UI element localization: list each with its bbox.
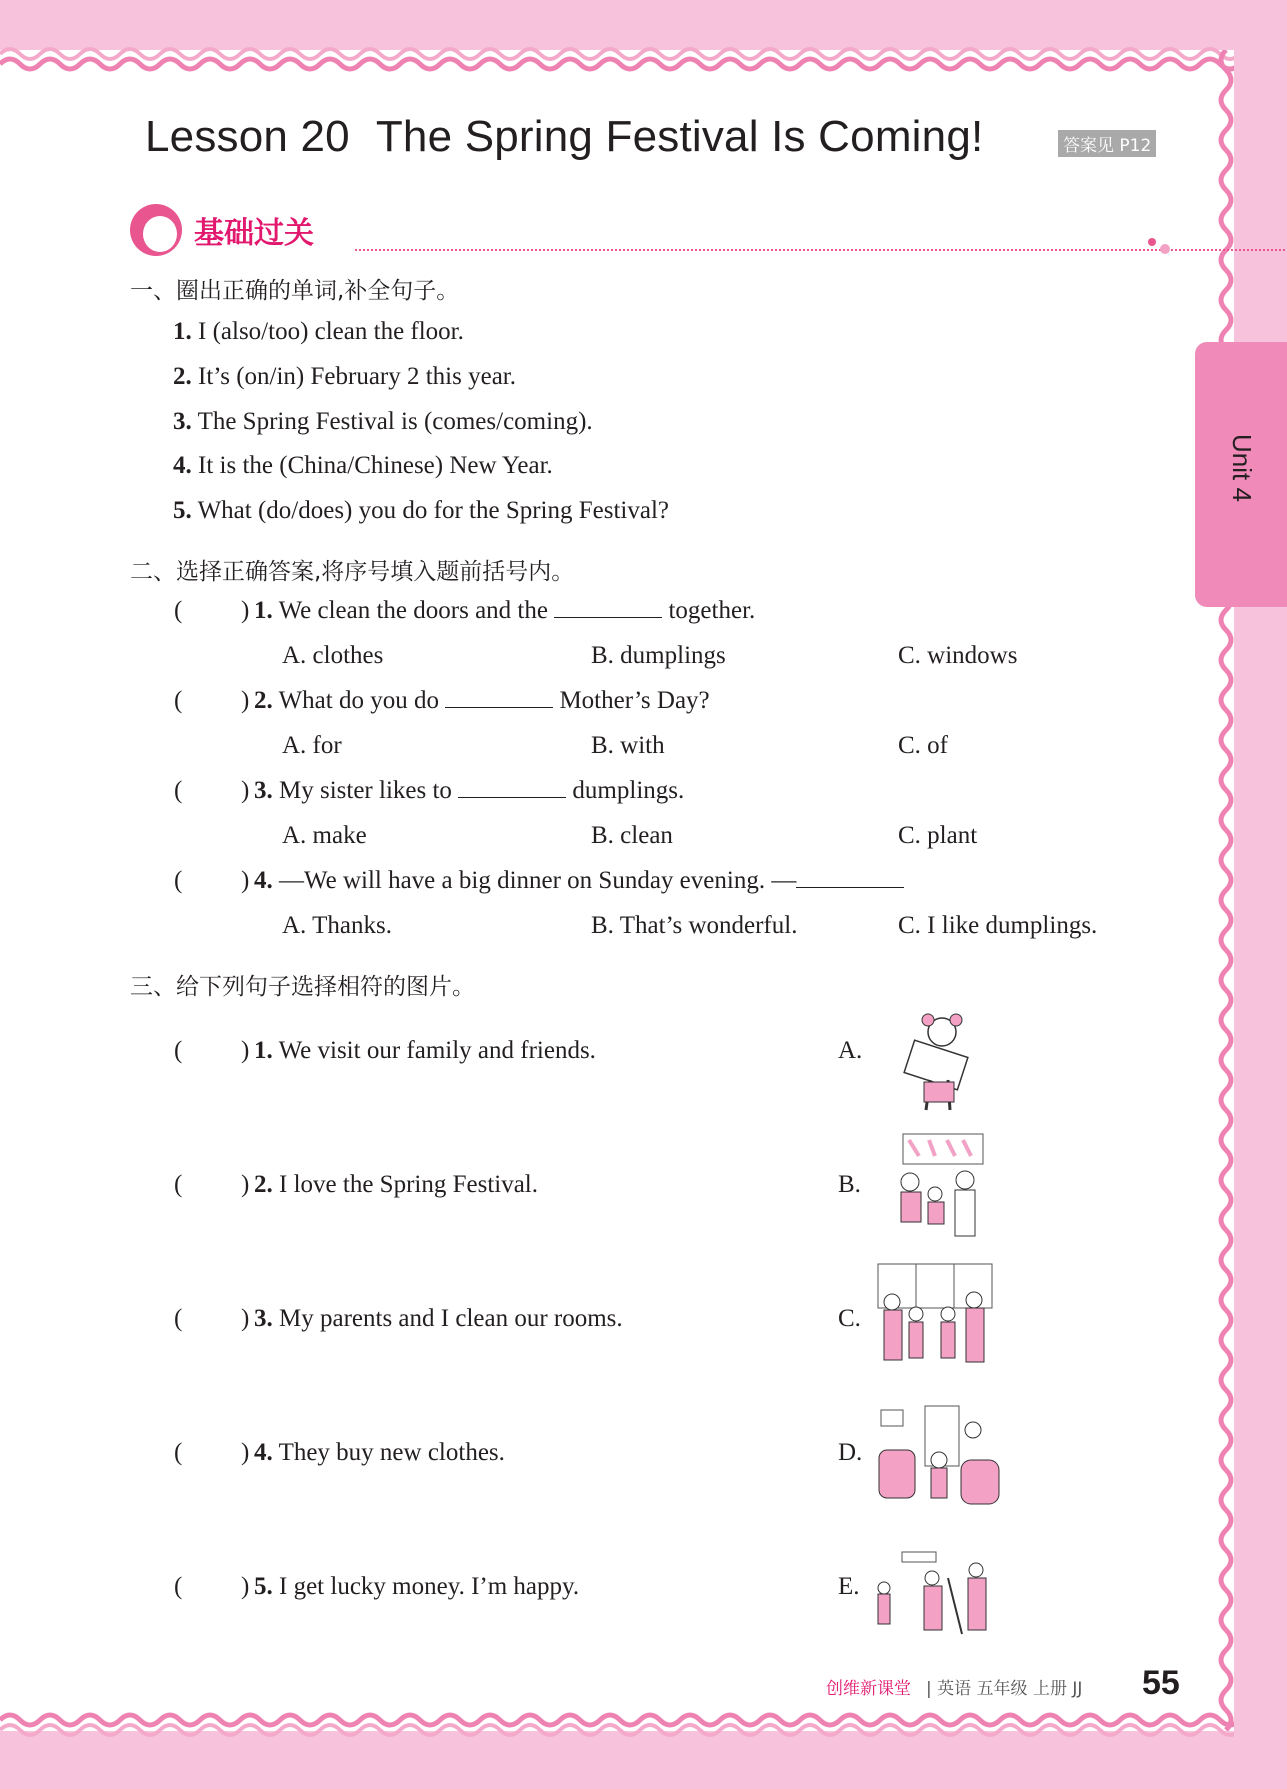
part1-heading: 一、圈出正确的单词,补全句子。	[130, 278, 460, 304]
option-a: A. Thanks.	[282, 912, 392, 939]
wavy-border-bottom	[0, 1700, 1234, 1740]
picture-letter: C.	[838, 1305, 861, 1332]
answer-bracket-close: )	[241, 687, 250, 714]
part2-question: 1. We clean the doors and the together.	[254, 597, 756, 624]
answer-bracket-close: )	[241, 1171, 250, 1198]
divider-dot	[1160, 244, 1170, 254]
part3-item: 1. We visit our family and friends.	[254, 1037, 596, 1064]
mascot-icon	[130, 204, 182, 256]
answer-bracket-close: )	[241, 1573, 250, 1600]
answer-blank[interactable]	[458, 777, 566, 798]
answer-bracket-open: (	[174, 1171, 183, 1198]
option-c: C. windows	[898, 642, 1018, 669]
part2-question: 3. My sister likes to dumplings.	[254, 777, 685, 804]
option-c: C. of	[898, 732, 948, 759]
option-b: B. with	[591, 732, 665, 759]
lesson-title: The Spring Festival Is Coming!	[375, 112, 984, 161]
part3-item: 3. My parents and I clean our rooms.	[254, 1305, 623, 1332]
option-c: C. plant	[898, 822, 978, 849]
option-a: A. clothes	[282, 642, 384, 669]
picture-letter: E.	[838, 1573, 860, 1600]
answer-bracket-open: (	[174, 1573, 183, 1600]
part1-item: 1. I (also/too) clean the floor.	[173, 318, 464, 345]
answer-bracket-close: )	[241, 1037, 250, 1064]
unit-side-tab	[1195, 342, 1287, 607]
page-number: 55	[1142, 1664, 1180, 1702]
answer-bracket-close: )	[241, 597, 250, 624]
part2-question: 4. —We will have a big dinner on Sunday evening. —	[254, 867, 904, 895]
section-title: 基础过关	[194, 216, 314, 251]
part2-heading: 二、选择正确答案,将序号填入题前括号内。	[130, 559, 575, 585]
option-a: A. for	[282, 732, 342, 759]
page-title	[145, 112, 983, 162]
part1-item: 5. What (do/does) you do for the Spring Festival?	[173, 497, 669, 524]
section-divider	[355, 249, 1285, 251]
answer-bracket-close: )	[241, 1439, 250, 1466]
option-b: B. clean	[591, 822, 673, 849]
divider-dot	[1148, 238, 1156, 246]
part1-item: 4. It is the (China/Chinese) New Year.	[173, 452, 553, 479]
picture-letter: D.	[838, 1439, 863, 1466]
girl-with-scroll-picture	[890, 1010, 990, 1115]
answer-bracket-open: (	[174, 597, 183, 624]
unit-tab-label: Unit 4	[1227, 434, 1257, 502]
answer-bracket-open: (	[174, 1439, 183, 1466]
part3-heading: 三、给下列句子选择相符的图片。	[130, 974, 475, 1000]
part1-item: 2. It’s (on/in) February 2 this year.	[173, 363, 516, 390]
lesson-number: Lesson 20	[145, 112, 350, 161]
part1-item: 3. The Spring Festival is (comes/coming).	[173, 408, 593, 435]
answer-blank[interactable]	[796, 867, 904, 888]
wavy-border-top	[0, 44, 1234, 84]
answer-bracket-open: (	[174, 1037, 183, 1064]
option-a: A. make	[282, 822, 367, 849]
wavy-border-right	[1206, 50, 1246, 1731]
answer-bracket-open: (	[174, 1305, 183, 1332]
answer-bracket-close: )	[241, 867, 250, 894]
answer-bracket-open: (	[174, 687, 183, 714]
part2-question: 2. What do you do Mother’s Day?	[254, 687, 710, 714]
answer-blank[interactable]	[554, 597, 662, 618]
option-b: B. dumplings	[591, 642, 726, 669]
answer-reference-badge: 答案见 P12	[1058, 130, 1156, 157]
section-header	[130, 204, 1170, 254]
picture-letter: A.	[838, 1037, 863, 1064]
option-b: B. That’s wonderful.	[591, 912, 798, 939]
answer-blank[interactable]	[445, 687, 553, 708]
family-cleaning-picture	[872, 1548, 1002, 1640]
part3-item: 5. I get lucky money. I’m happy.	[254, 1573, 580, 1600]
answer-bracket-open: (	[174, 777, 183, 804]
answer-bracket-close: )	[241, 777, 250, 804]
part3-item: 2. I love the Spring Festival.	[254, 1171, 538, 1198]
part3-item: 4. They buy new clothes.	[254, 1439, 505, 1466]
greeting-elders-picture	[877, 1402, 1002, 1510]
answer-bracket-close: )	[241, 1305, 250, 1332]
option-c: C. I like dumplings.	[898, 912, 1098, 939]
answer-bracket-open: (	[174, 867, 183, 894]
footer-book-info: | 英语 五年级 上册 JJ	[926, 1679, 1083, 1699]
footer-brand: 创维新课堂	[826, 1679, 911, 1699]
family-shopping-picture	[875, 1132, 985, 1242]
family-gathering-picture	[876, 1262, 996, 1374]
picture-letter: B.	[838, 1171, 861, 1198]
